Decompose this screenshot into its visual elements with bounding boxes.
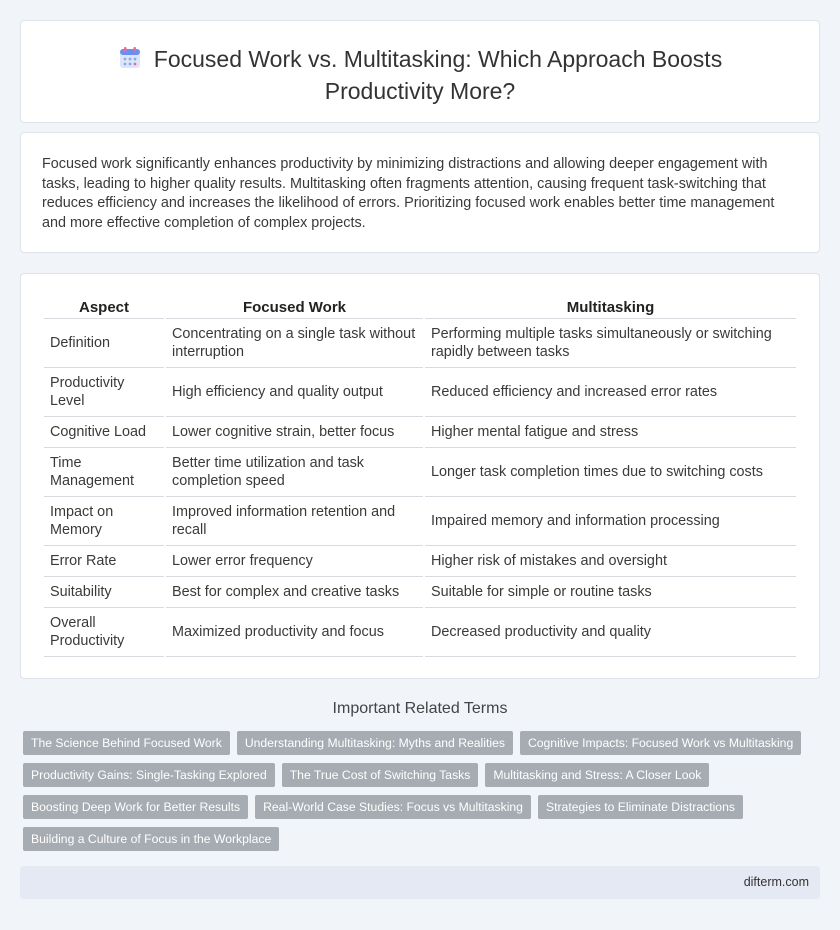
row-multitasking: Higher mental fatigue and stress [425,417,796,448]
row-focused: High efficiency and quality output [166,368,423,417]
table-row [44,497,796,546]
header-aspect: Aspect [44,296,164,319]
row-focused: Improved information retention and recall [166,497,423,546]
table-row [44,319,796,368]
table-row [44,546,796,577]
related-term-link[interactable]: Building a Culture of Focus in the Workplace [23,827,279,851]
table-row [44,448,796,497]
row-aspect: Definition [44,319,164,368]
row-aspect: Overall Productivity [44,608,164,657]
related-term-link[interactable]: Cognitive Impacts: Focused Work vs Multitasking [520,731,801,755]
row-aspect: Error Rate [44,546,164,577]
row-aspect: Suitability [44,577,164,608]
page-title: Focused Work vs. Multitasking: Which Approach Boosts Productivity More? [153,46,723,104]
row-multitasking: Reduced efficiency and increased error rates [425,368,796,417]
comparison-card [20,273,820,679]
row-focused: Best for complex and creative tasks [166,577,423,608]
header-multitasking: Multitasking [425,296,796,319]
row-focused: Lower error frequency [166,546,423,577]
table-row [44,608,796,657]
related-terms-list [23,731,803,859]
table-row [44,577,796,608]
table-header-row [44,296,796,319]
related-term-link[interactable]: Boosting Deep Work for Better Results [23,795,248,819]
comparison-table [42,296,798,657]
row-focused: Maximized productivity and focus [166,608,423,657]
related-terms-heading: Important Related Terms [332,700,508,717]
row-focused: Concentrating on a single task without interruption [166,319,423,368]
row-aspect: Time Management [44,448,164,497]
table-row [44,368,796,417]
related-term-link[interactable]: Strategies to Eliminate Distractions [538,795,743,819]
related-term-link[interactable]: The True Cost of Switching Tasks [282,763,479,787]
row-multitasking: Higher risk of mistakes and oversight [425,546,796,577]
related-term-link[interactable]: Real-World Case Studies: Focus vs Multitasking [255,795,531,819]
row-multitasking: Impaired memory and information processing [425,497,796,546]
row-focused: Lower cognitive strain, better focus [166,417,423,448]
row-aspect: Productivity Level [44,368,164,417]
row-multitasking: Longer task completion times due to switching costs [425,448,796,497]
row-multitasking: Suitable for simple or routine tasks [425,577,796,608]
row-multitasking: Performing multiple tasks simultaneously or switching rapidly between tasks [425,319,796,368]
intro-paragraph: Focused work significantly enhances productivity by minimizing distractions and allowing deeper engagement with tasks, leading to higher quality results. Multitasking often fragments attention, causing frequent task-switching that reduces efficiency and increases the likelihood of errors. Prioritizing focused work enables better time management and more effective completion of complex projects. [42,156,775,231]
intro-card [20,132,820,253]
related-term-link[interactable]: The Science Behind Focused Work [23,731,230,755]
footer-site-link[interactable]: difterm.com [743,875,809,889]
page-title-wrap [21,45,819,106]
related-term-link[interactable]: Understanding Multitasking: Myths and Realities [237,731,513,755]
related-term-link[interactable]: Multitasking and Stress: A Closer Look [485,763,709,787]
row-aspect: Impact on Memory [44,497,164,546]
table-row [44,417,796,448]
row-aspect: Cognitive Load [44,417,164,448]
row-focused: Better time utilization and task completion speed [166,448,423,497]
header-focused-work: Focused Work [166,296,423,319]
footer [20,866,820,899]
title-card [20,20,820,123]
related-term-link[interactable]: Productivity Gains: Single-Tasking Explored [23,763,275,787]
calendar-icon [118,46,142,77]
row-multitasking: Decreased productivity and quality [425,608,796,657]
